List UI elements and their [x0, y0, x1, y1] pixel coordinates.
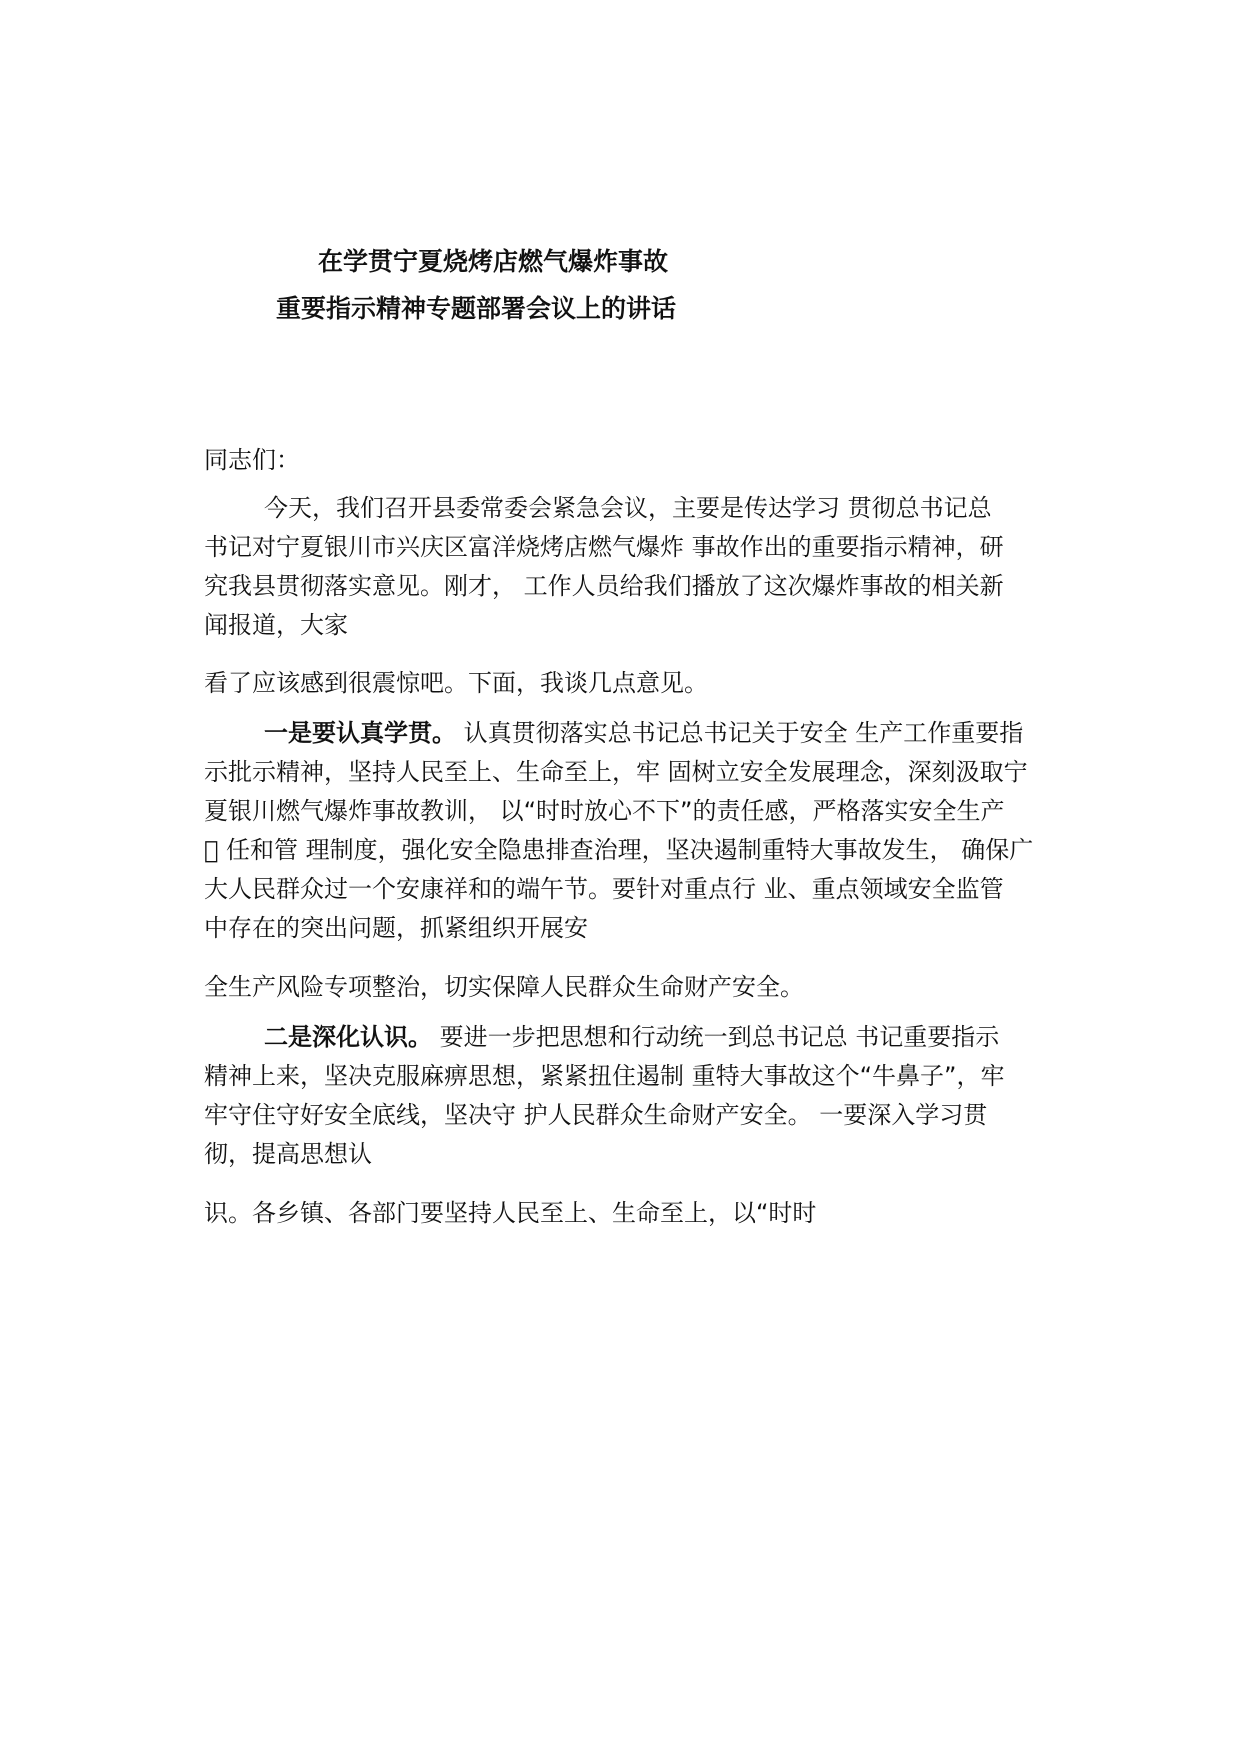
- paragraph3-line-1: [264, 1021, 999, 1053]
- paragraph1-line-3: 究我县贯彻落实意见。刚才， 工作人员给我们播放了这次爆炸事故的相关新: [204, 572, 1004, 600]
- document-title-line-1: 在学贯宁夏烧烤店燃气爆炸事故: [318, 247, 669, 276]
- paragraph1-line-4: 闻报道，大家: [204, 611, 348, 639]
- paragraph2-continuation: 全生产风险专项整治，切实保障人民群众生命财产安全。: [204, 973, 804, 1001]
- paragraph2-line-2: 示批示精神，坚持人民至上、生命至上，牢 固树立安全发展理念，深刻汲取宁: [204, 758, 1028, 786]
- paragraph3-continuation: 识。各乡镇、各部门要坚持人民至上、生命至上，以“时时: [204, 1199, 817, 1227]
- salutation: 同志们：: [204, 446, 300, 474]
- paragraph2-first-line-rest: 认真贯彻落实总书记总书记关于安全 生产工作重要指: [456, 719, 1024, 747]
- paragraph3-line-3: 牢守住守好安全底线，坚决守 护人民群众生命财产安全。 一要深入学习贯: [204, 1101, 988, 1129]
- paragraph2-line-5: 大人民群众过一个安康祥和的端午节。要针对重点行 业、重点领域安全监管: [204, 875, 1004, 903]
- paragraph1-line-2: 书记对宁夏银川市兴庆区富洋烧烤店燃气爆炸 事故作出的重要指示精神，研: [204, 533, 1004, 561]
- paragraph2-line-3: 夏银川燃气爆炸事故教训， 以“时时放心不下”的责任感，严格落实安全生产: [204, 797, 1005, 825]
- paragraph2-lead: 一是要认真学贯。: [264, 719, 456, 747]
- paragraph2-line-4: 任和管 理制度，强化安全隐患排查治理，坚决遏制重特大事故发生， 确保广: [204, 836, 1012, 864]
- paragraph3-first-line-rest: 要进一步把思想和行动统一到总书记总 书记重要指示: [432, 1023, 1000, 1051]
- paragraph3-line-2: 精神上来，坚决克服麻痹思想，紧紧扭住遏制 重特大事故这个“牛鼻子”，牢: [204, 1062, 1005, 1090]
- paragraph2-line-1: [264, 717, 1023, 749]
- paragraph3-lead: 二是深化认识。: [264, 1023, 432, 1051]
- paragraph1-line-1: 今天，我们召开县委常委会紧急会议，主要是传达学习 贯彻总书记总: [264, 494, 992, 522]
- paragraph3-line-4: 彻，提高思想认: [204, 1140, 372, 1168]
- paragraph2-line-6: 中存在的突出问题，抓紧组织开展安: [204, 914, 588, 942]
- paragraph1-continuation: 看了应该感到很震惊吧。下面，我谈几点意见。: [204, 669, 708, 697]
- document-title-line-2: 重要指示精神专题部署会议上的讲话: [276, 294, 677, 323]
